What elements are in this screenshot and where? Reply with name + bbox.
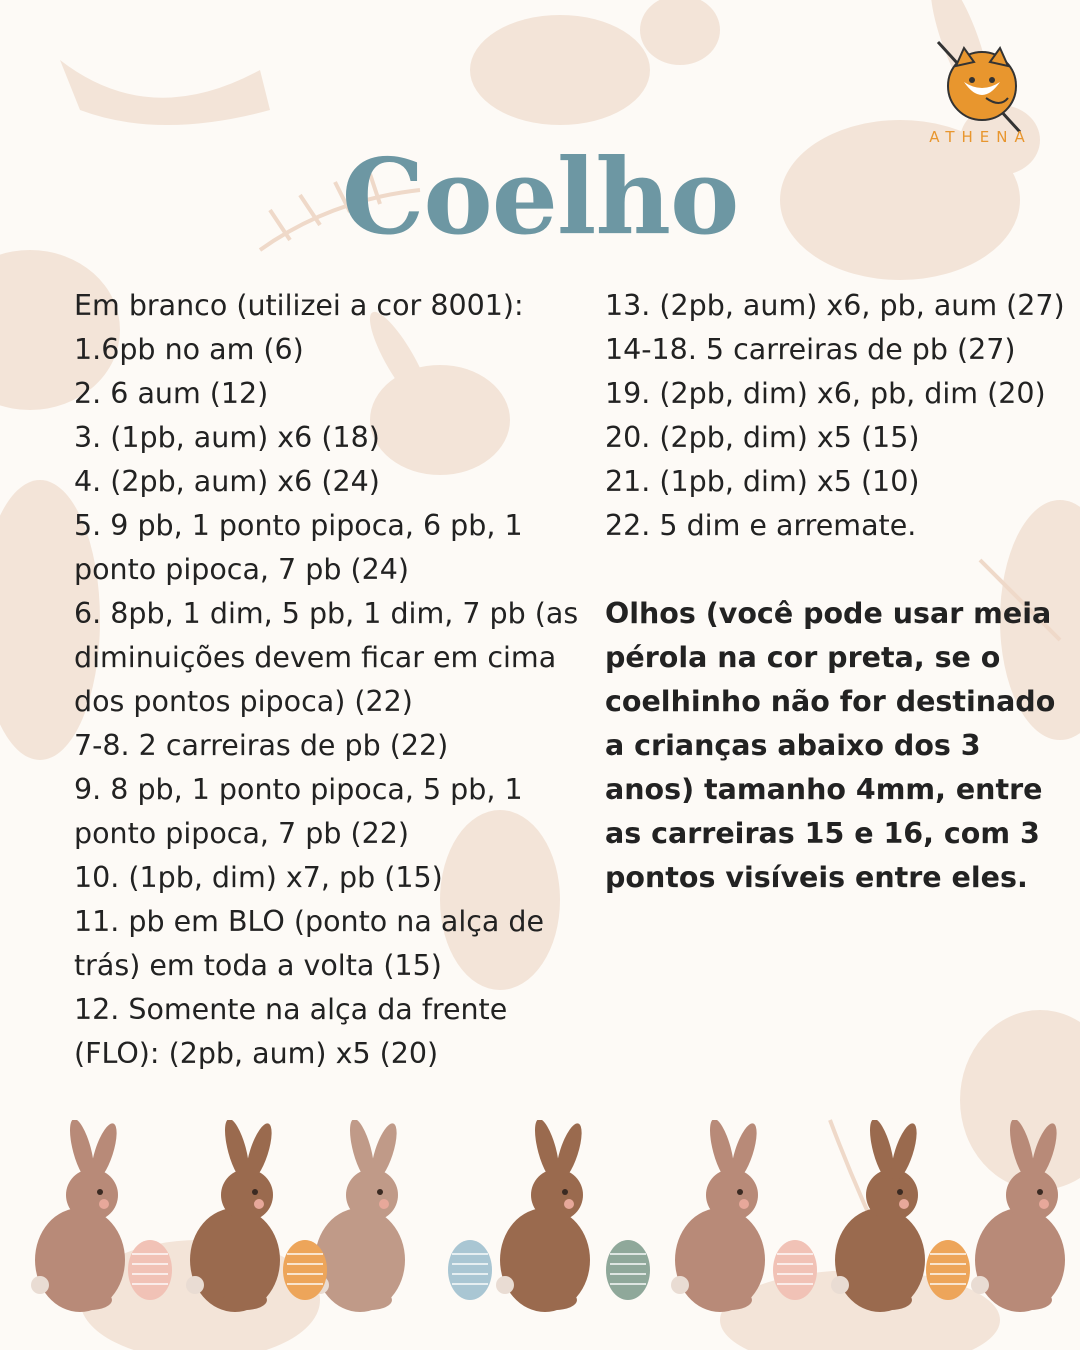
pattern-line: 7-8. 2 carreiras de pb (22) bbox=[74, 729, 449, 762]
pattern-line: 22. 5 dim e arremate. bbox=[605, 509, 917, 542]
bunny-illustration bbox=[496, 1120, 590, 1312]
pattern-line: 14-18. 5 carreiras de pb (27) bbox=[605, 333, 1016, 366]
easter-egg-illustration bbox=[606, 1240, 650, 1300]
pattern-line: 10. (1pb, dim) x7, pb (15) bbox=[74, 861, 443, 894]
pattern-line: 12. Somente na alça da frente (FLO): (2pb, aum) x5 (20) bbox=[74, 993, 508, 1070]
pattern-line: 21. (1pb, dim) x5 (10) bbox=[605, 465, 920, 498]
easter-egg-illustration bbox=[773, 1240, 817, 1300]
pattern-line: 1.6pb no am (6) bbox=[74, 333, 304, 366]
pattern-line: 4. (2pb, aum) x6 (24) bbox=[74, 465, 380, 498]
bunny-illustration bbox=[971, 1120, 1065, 1312]
spacer bbox=[605, 548, 1075, 592]
easter-egg-illustration bbox=[926, 1240, 970, 1300]
pattern-left-column bbox=[74, 284, 594, 1076]
easter-egg-illustration bbox=[448, 1240, 492, 1300]
pattern-line: 2. 6 aum (12) bbox=[74, 377, 269, 410]
eyes-note: Olhos (você pode usar meia pérola na cor preta, se o coelhinho não for destinado a crianças abaixo dos 3 anos) tamanho 4mm, entre as carreiras 15 e 16, com 3 pontos visíveis entre eles. bbox=[605, 597, 1056, 894]
pattern-line: 13. (2pb, aum) x6, pb, aum (27) bbox=[605, 289, 1065, 322]
logo-text: ATHENA bbox=[929, 128, 1032, 146]
pattern-line: 6. 8pb, 1 dim, 5 pb, 1 dim, 7 pb (as diminuições devem ficar em cima dos pontos pipoca) (22) bbox=[74, 597, 579, 718]
bunny-illustration bbox=[311, 1120, 405, 1312]
bunny-illustration bbox=[186, 1120, 280, 1312]
easter-egg-illustration bbox=[283, 1240, 327, 1300]
pattern-line: 20. (2pb, dim) x5 (15) bbox=[605, 421, 920, 454]
pattern-line: 3. (1pb, aum) x6 (18) bbox=[74, 421, 380, 454]
pattern-line: 19. (2pb, dim) x6, pb, dim (20) bbox=[605, 377, 1046, 410]
bunny-egg-border bbox=[0, 1120, 1080, 1350]
pattern-line: Em branco (utilizei a cor 8001): bbox=[74, 289, 524, 322]
bunny-illustration bbox=[31, 1120, 125, 1312]
pattern-right-column bbox=[605, 284, 1075, 900]
pattern-line: 9. 8 pb, 1 ponto pipoca, 5 pb, 1 ponto pipoca, 7 pb (22) bbox=[74, 773, 523, 850]
bunny-illustration bbox=[831, 1120, 925, 1312]
pattern-line: 11. pb em BLO (ponto na alça de trás) em toda a volta (15) bbox=[74, 905, 545, 982]
page-title: Coelho bbox=[341, 135, 739, 258]
bunny-illustration bbox=[671, 1120, 765, 1312]
easter-egg-illustration bbox=[128, 1240, 172, 1300]
pattern-line: 5. 9 pb, 1 ponto pipoca, 6 pb, 1 ponto pipoca, 7 pb (24) bbox=[74, 509, 523, 586]
